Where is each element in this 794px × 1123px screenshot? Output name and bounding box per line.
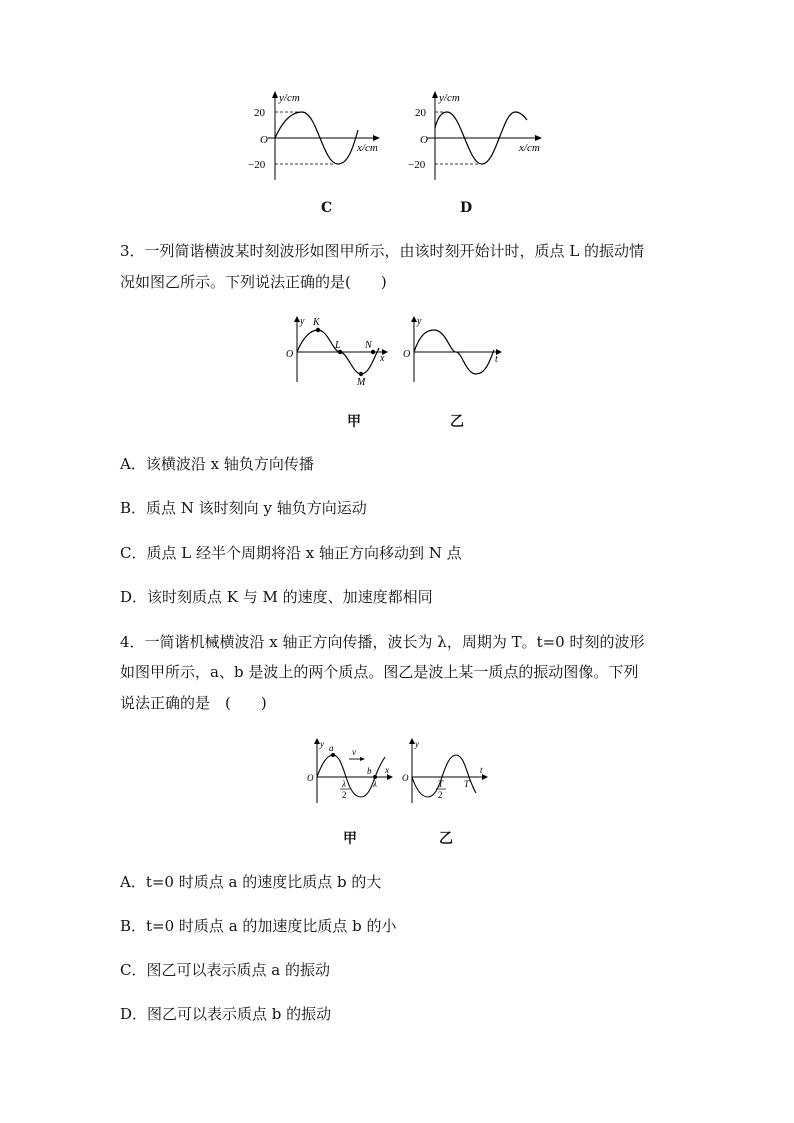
q3-option-c: C．质点 L 经半个周期将沿 x 轴正方向移动到 N 点 [120, 544, 462, 562]
half-lambda-denominator: 2 [342, 790, 347, 800]
y-axis-label: y [320, 739, 324, 749]
q3-option-a: A．该横波沿 x 轴负方向传播 [120, 455, 314, 473]
q3-option-b: B．质点 N 该时刻向 y 轴负方向运动 [120, 499, 367, 517]
half-t-numerator: T [438, 779, 444, 789]
figure-c [240, 88, 390, 183]
y-axis-label: y/cm [279, 92, 300, 104]
caption-c: C [321, 200, 333, 216]
t-axis-label: t [480, 765, 483, 775]
bottom-tick-label: −20 [248, 159, 266, 171]
q3-figure-jia [283, 312, 393, 392]
origin-label: O [420, 134, 428, 146]
q4-stem-line1: 4．一简谐机械横波沿 x 轴正方向传播，波长为 λ，周期为 T。t=0 时刻的波形 [120, 633, 645, 651]
q4-option-a: A．t=0 时质点 a 的速度比质点 b 的大 [120, 873, 382, 891]
label-v: v [352, 747, 356, 757]
point-a [331, 753, 335, 757]
origin-label: O [403, 349, 411, 360]
q3-stem-line1: 3．一列简谐横波某时刻波形如图甲所示，由该时刻开始计时，质点 L 的振动情 [120, 242, 645, 260]
label-k: K [313, 317, 320, 328]
q4-figure-yi [400, 735, 495, 810]
label-m: M [357, 377, 366, 388]
lambda-label: λ [373, 779, 377, 789]
label-b: b [367, 766, 372, 776]
label-a: a [329, 743, 334, 753]
origin-label: O [260, 134, 268, 146]
t-axis-label: t [495, 354, 498, 365]
y-axis-label: y [415, 739, 419, 749]
bottom-tick-label: −20 [408, 159, 426, 171]
q4-option-d: D．图乙可以表示质点 b 的振动 [120, 1005, 332, 1023]
half-lambda-numerator: λ [342, 779, 346, 789]
top-tick-label: 20 [415, 107, 426, 119]
q3-caption-yi: 乙 [450, 414, 464, 430]
label-n: N [365, 340, 372, 351]
y-axis-label: y [417, 316, 422, 327]
x-axis-label: x [380, 353, 385, 364]
y-axis-label: y [300, 316, 305, 327]
q4-option-c: C．图乙可以表示质点 a 的振动 [120, 961, 330, 979]
q3-figure-yi [400, 312, 510, 392]
y-axis-label: y/cm [439, 92, 460, 104]
x-axis-label: x/cm [357, 142, 378, 154]
caption-d: D [460, 200, 473, 216]
q4-option-b: B．t=0 时质点 a 的加速度比质点 b 的小 [120, 917, 397, 935]
q4-caption-yi: 乙 [439, 831, 453, 847]
origin-label: O [286, 349, 294, 360]
top-tick-label: 20 [254, 107, 265, 119]
origin-label: O [307, 773, 314, 783]
point-m [359, 372, 363, 376]
q4-caption-jia: 甲 [343, 831, 357, 847]
x-axis-label: x [385, 765, 389, 775]
point-k [316, 328, 320, 332]
oscillation-curve [412, 755, 476, 797]
origin-label: O [402, 773, 409, 783]
q3-option-d: D．该时刻质点 K 与 M 的速度、加速度都相同 [120, 588, 433, 606]
half-t-denominator: 2 [438, 790, 443, 800]
q3-stem-line2: 况如图乙所示。下列说法正确的是( ) [120, 273, 387, 291]
q3-caption-jia: 甲 [347, 414, 361, 430]
x-axis-label: x/cm [519, 142, 540, 154]
q4-stem-line2: 如图甲所示，a、b 是波上的两个质点。图乙是波上某一质点的振动图像。下列 [120, 663, 639, 681]
q4-stem-line3: 说法正确的是 ( ) [120, 694, 267, 712]
figure-d [405, 88, 555, 183]
q4-figure-jia [305, 735, 400, 810]
label-l: L [335, 340, 341, 351]
period-label: T [464, 779, 470, 789]
